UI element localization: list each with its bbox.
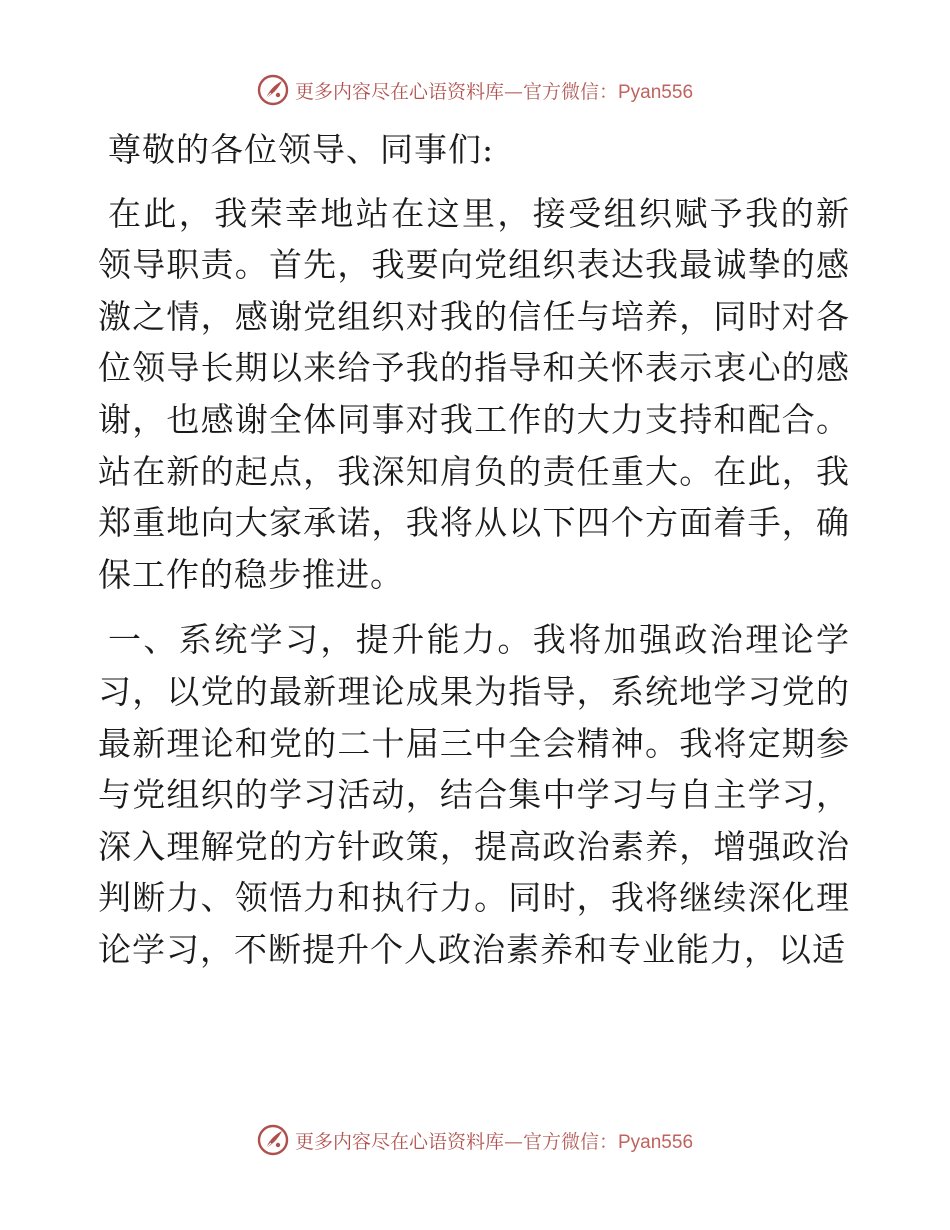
watermark-separator: — [503,80,523,103]
document-body [98,124,850,976]
watermark-wechat-id: Pyan556 [618,81,694,103]
watermark-separator: — [503,1130,523,1153]
watermark-wechat-id: Pyan556 [618,1131,694,1153]
watermark-site-label: 更多内容尽在心语资料库 [294,1130,504,1153]
salutation: 尊敬的各位领导、同事们: [108,130,495,169]
header-watermark [0,70,950,110]
watermark-site-label: 更多内容尽在心语资料库 [294,80,504,103]
watermark-official-label: 官方微信： [522,80,618,103]
paragraph-intro: 在此，我荣幸地站在这里，接受组织赋予我的新领导职责。首先，我要向党组织表达我最诚挚的感激之情，感谢党组织对我的信任与培养，同时对各位领导长期以来给予我的指导和关怀表示衷心的感谢，也感谢全体同事对我工作的大力支持和配合。站在新的起点，我深知肩负的责任重大。在此，我郑重地向大家承诺，我将从以下四个方面着手，确保工作的稳步推进。 [98,193,850,594]
quill-pen-logo-icon [257,74,289,106]
quill-pen-logo-icon [257,1124,289,1156]
paragraph-section-one: 一、系统学习，提升能力。我将加强政治理论学习，以党的最新理论成果为指导，系统地学习党的最新理论和党的二十届三中全会精神。我将定期参与党组织的学习活动，结合集中学习与自主学习，深入理解党的方针政策，提高政治素养，增强政治判断力、领悟力和执行力。同时，我将继续深化理论学习，不断提升个人政治素养和专业能力，以适 [98,620,850,969]
footer-watermark [0,1120,950,1160]
watermark-text [295,77,693,104]
watermark-text [295,1127,693,1154]
watermark-official-label: 官方微信： [522,1130,618,1153]
